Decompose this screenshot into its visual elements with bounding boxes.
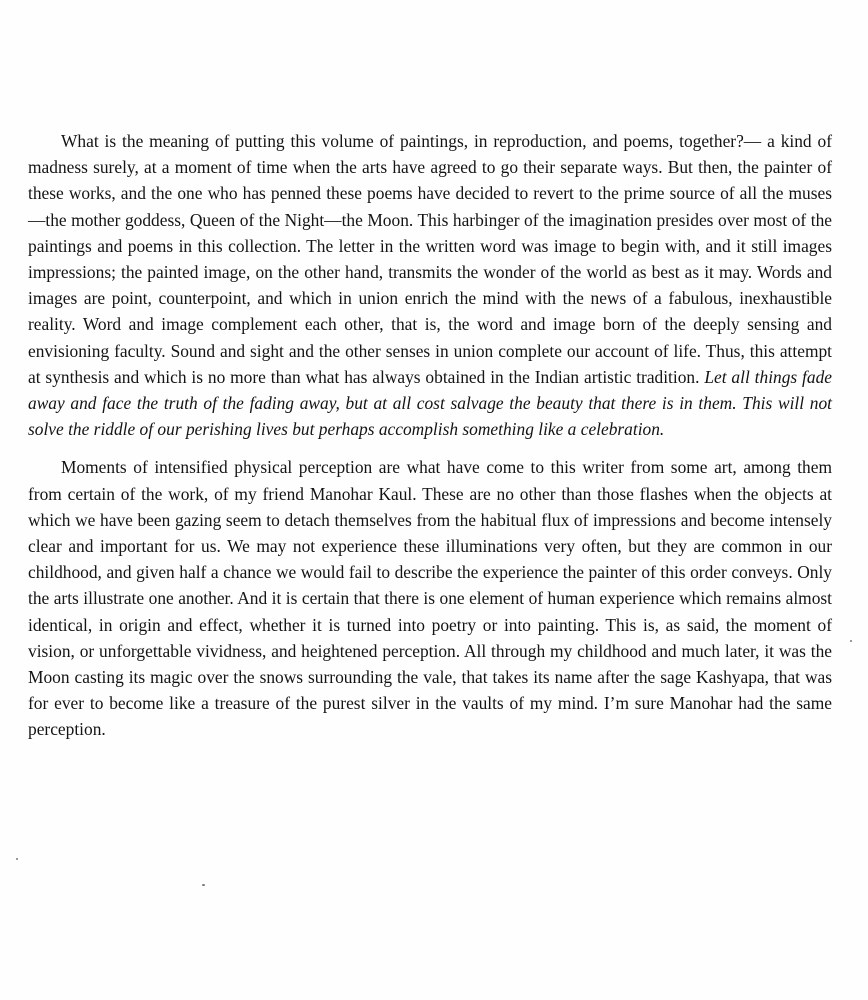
paragraph-2 — [28, 454, 832, 742]
paragraph-1-text: What is the meaning of putting this volume of paintings, in reproduction, and poems, together?— a kind of madness surely, at a moment of time when the arts have agreed to go their separate ways. But then, the painter of these works, and the one who has penned these poems have decided to revert to the prime source of all the muses—the mother goddess, Queen of the Night—the Moon. This harbinger of the imagination presides over most of the paintings and poems in this collection. The letter in the written word was image to begin with, and it still images impressions; the painted image, on the other hand, transmits the wonder of the world as best as it may. Words and images are point, counterpoint, and which in union enrich the mind with the news of a fabulous, inexhaustible reality. Word and image complement each other, that is, the word and image born of the deeply sensing and envisioning faculty. Sound and sight and the other senses in union complete our account of life. Thus, this attempt at synthesis and which is no more than what has always obtained in the Indian artistic tradition. — [28, 131, 832, 387]
body-text — [28, 128, 832, 743]
paragraph-2-text: Moments of intensified physical perception are what have come to this writer from some art, among them from certain of the work, of my friend Manohar Kaul. These are no other than those flashes when the objects at which we have been gazing seem to detach themselves from the habitual flux of impressions and become intensely clear and important for us. We may not experience these illuminations very often, but they are common in our childhood, and given half a chance we would fail to describe the experience the painter of this order conveys. Only the arts illustrate one another. And it is certain that there is one element of human experience which remains almost identical, in origin and effect, whether it is turned into poetry or into painting. This is, as said, the moment of vision, or unforgettable vividness, and heightened perception. All through my childhood and much later, it was the Moon casting its magic over the snows surrounding the vale, that takes its name after the sage Kashyapa, that was for ever to become like a treasure of the purest silver in the vaults of my mind. I’m sure Manohar had the same perception. — [28, 457, 832, 740]
paragraph-1 — [28, 128, 832, 442]
scan-speck — [850, 640, 852, 642]
scan-speck — [202, 884, 205, 886]
scan-speck — [16, 858, 18, 860]
paragraph-1-italic-quote: Let all things fade away and face the truth of the fading away, but at all cost salvage the beauty that there is in them. This will not solve the riddle of our perishing lives but perhaps accomplish something like a celebration. — [28, 366, 832, 440]
